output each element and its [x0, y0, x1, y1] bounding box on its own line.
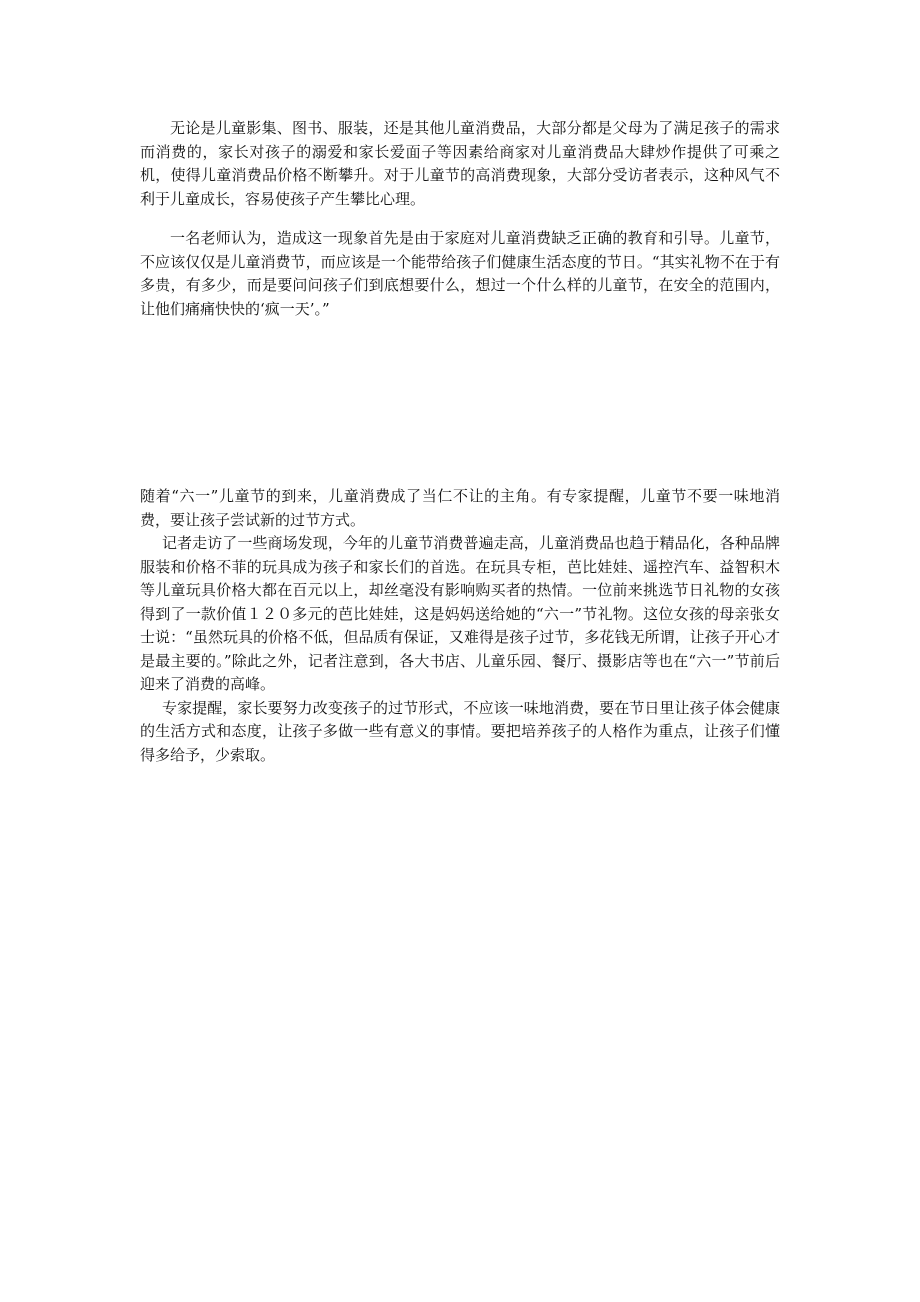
paragraph-intro: 随着“六一”儿童节的到来，儿童消费成了当仁不让的主角。有专家提醒，儿童节不要一味地消费，要让孩子尝试新的过节方式。: [140, 487, 780, 529]
paragraph-consumer-goods: 无论是儿童影集、图书、服装，还是其他儿童消费品，大部分都是父母为了满足孩子的需求而消费的，家长对孩子的溺爱和家长爱面子等因素给商家对儿童消费品大肆炒作提供了可乘之机，使得儿童消费品价格不断攀升。对于儿童节的高消费现象，大部分受访者表示，这种风气不利于儿童成长，容易使孩子产生攀比心理。: [140, 119, 780, 208]
paragraph-expert-advice: 专家提醒，家长要努力改变孩子的过节形式，不应该一味地消费，要在节日里让孩子体会健康的生活方式和态度，让孩子多做一些有意义的事情。要把培养孩子的人格作为重点，让孩子们懂得多给予，少索取。: [140, 698, 780, 764]
section-one: [140, 117, 780, 337]
paragraph-reporter-visit: 记者走访了一些商场发现，今年的儿童节消费普遍走高，儿童消费品也趋于精品化，各种品牌服装和价格不菲的玩具成为孩子和家长们的首选。在玩具专柜，芭比娃娃、遥控汽车、益智积木等儿童玩具价格大都在百元以上，却丝毫没有影响购买者的热情。一位前来挑选节日礼物的女孩得到了一款价值１２０多元的芭比娃娃，这是妈妈送给她的“六一”节礼物。这位女孩的母亲张女士说：“虽然玩具的价格不低，但品质有保证，又难得是孩子过节，多花钱无所谓，让孩子开心才是最主要的。”除此之外，记者注意到，各大书店、儿童乐园、餐厅、摄影店等也在“六一”节前后迎来了消费的高峰。: [140, 534, 780, 693]
paragraph-teacher-opinion: 一名老师认为，造成这一现象首先是由于家庭对儿童消费缺乏正确的教育和引导。儿童节，不应该仅仅是儿童消费节，而应该是一个能带给孩子们健康生活态度的节日。“其实礼物不在于有多贵，有多少，而是要问问孩子们到底想要什么，想过一个什么样的儿童节，在安全的范围内，让他们痛痛快快的‘疯一天’。”: [140, 229, 780, 318]
section-two: [140, 485, 780, 767]
